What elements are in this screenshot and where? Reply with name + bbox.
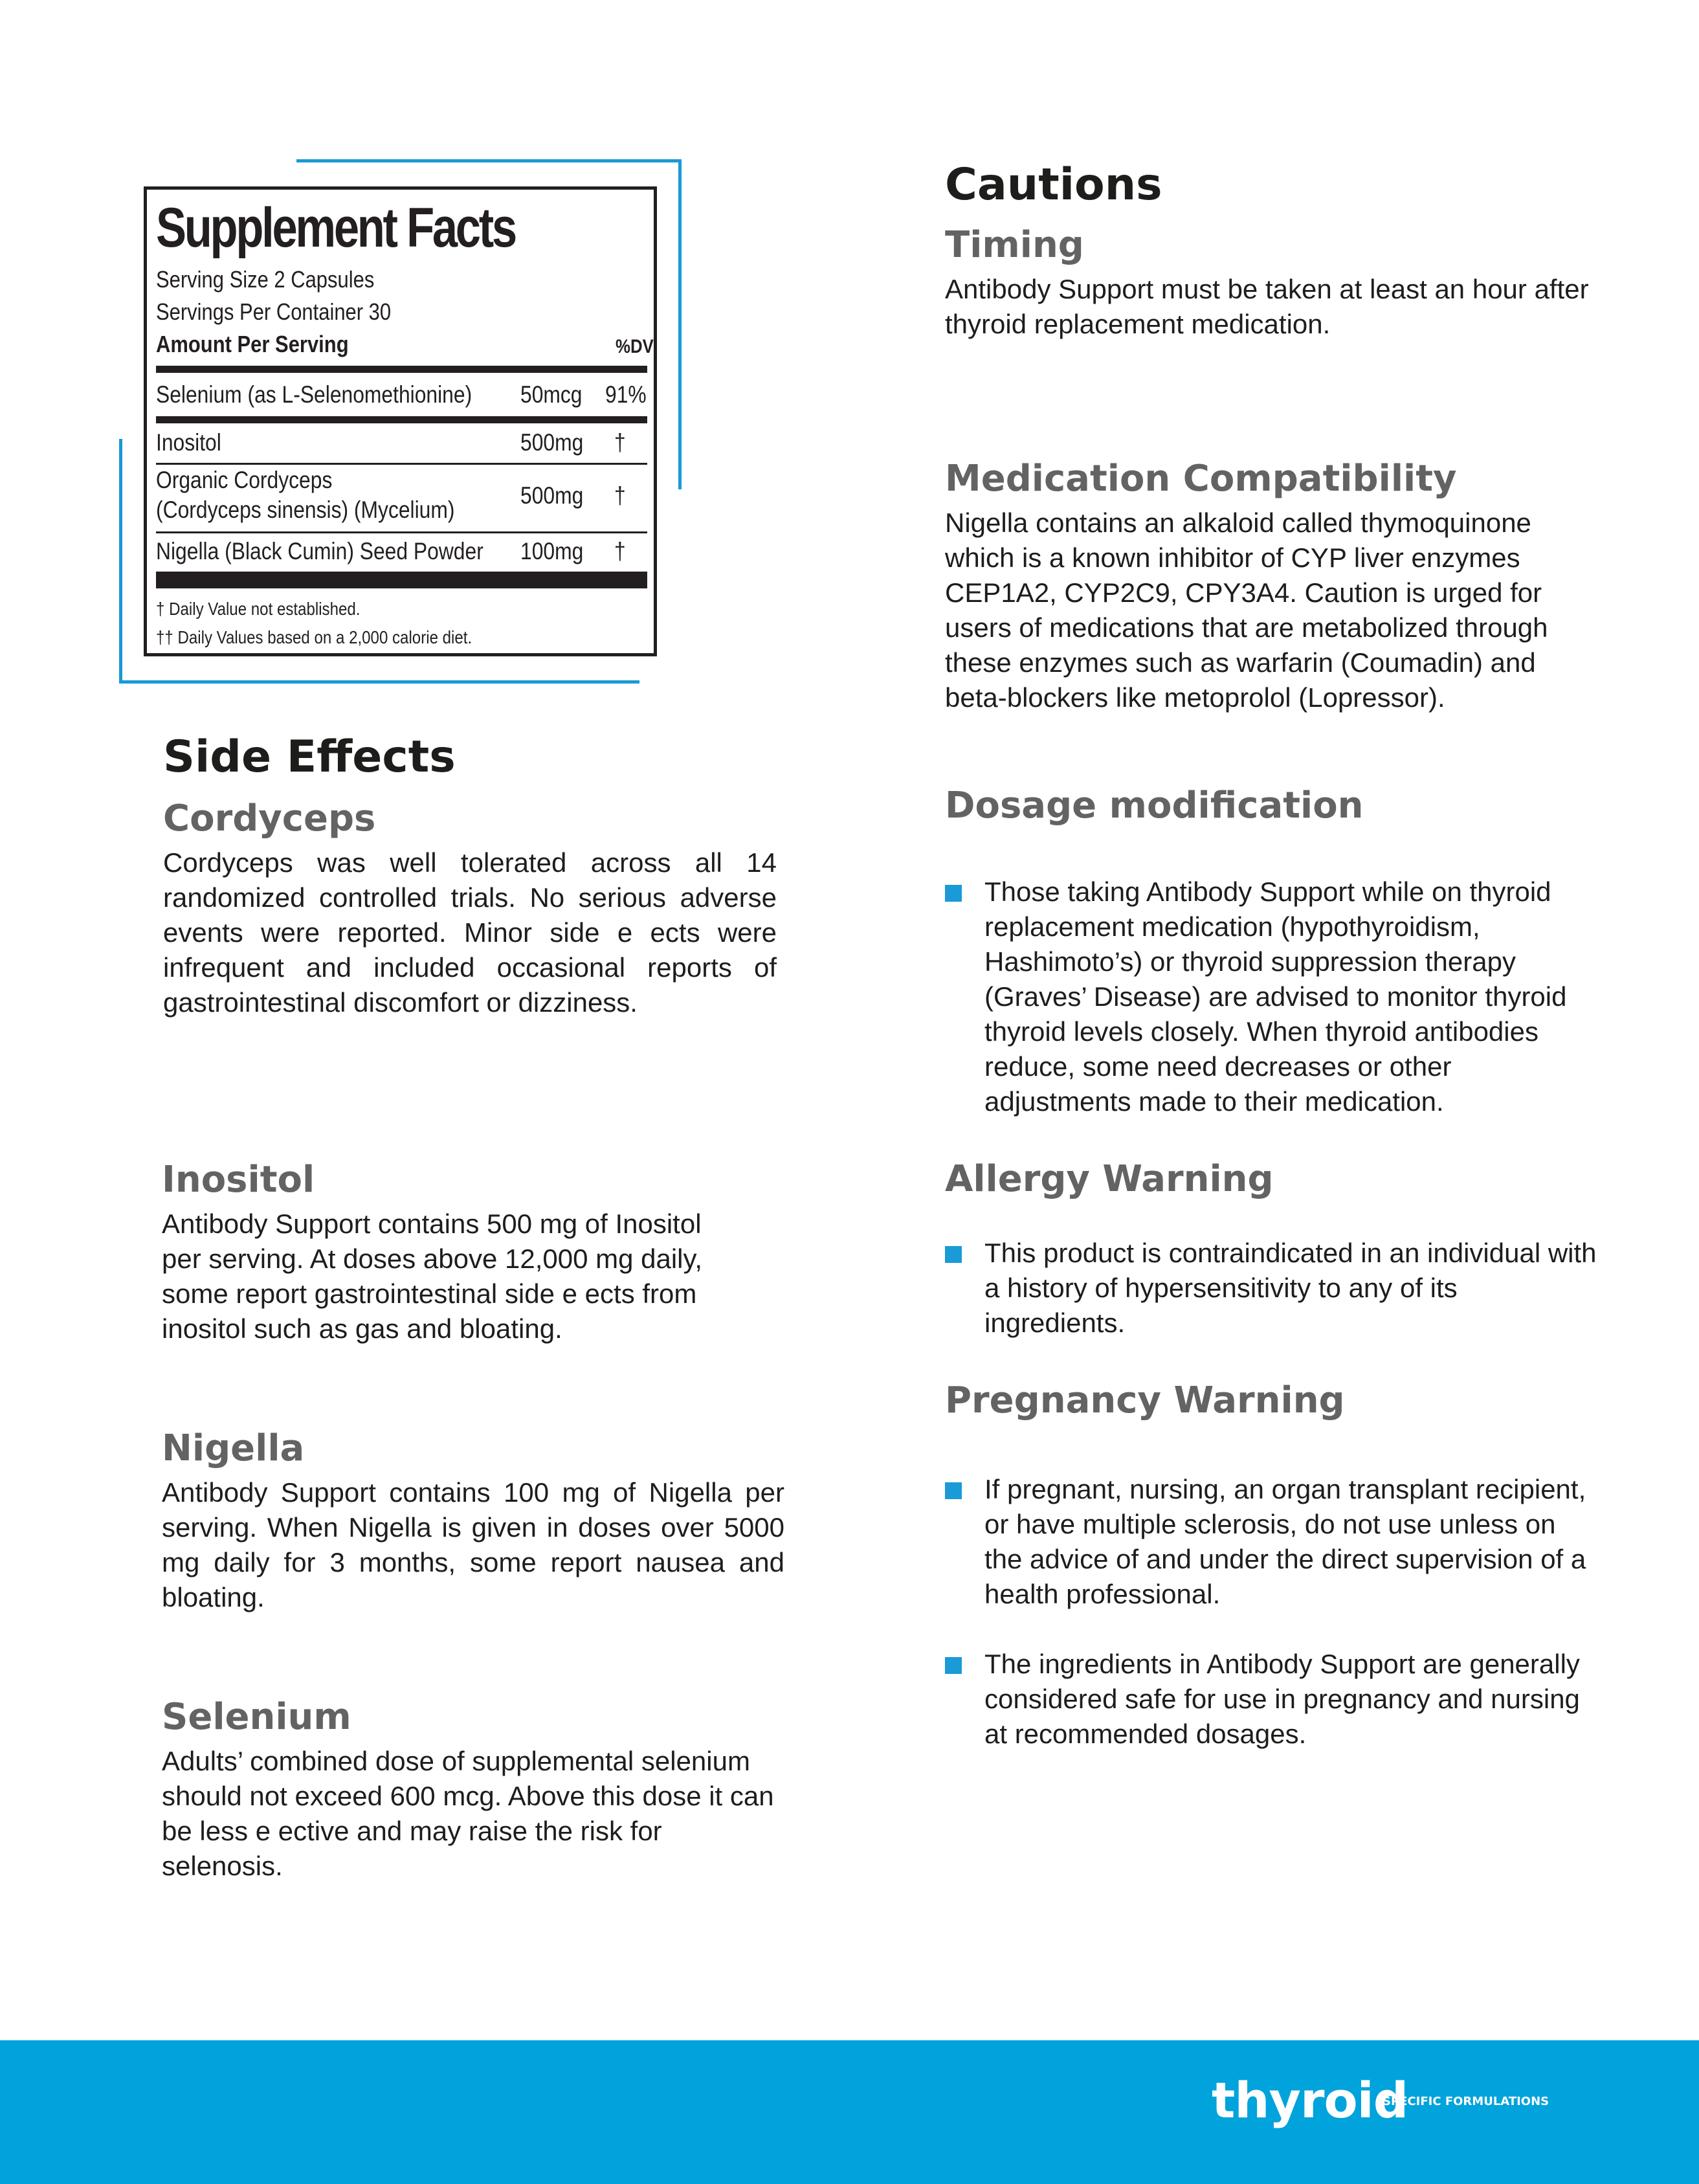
nigella-title: Nigella: [162, 1427, 305, 1469]
thyroid-logo: thyroid: [1212, 2071, 1408, 2129]
footer-bar: [0, 2040, 1699, 2184]
frame-top-line: [296, 159, 681, 162]
rule-thick-1: [156, 366, 647, 373]
bullet-square-icon: [945, 1246, 962, 1263]
bullet-square-icon: [945, 1657, 962, 1674]
pregnancy-warning-title: Pregnancy Warning: [945, 1379, 1345, 1421]
serving-size: Serving Size 2 Capsules: [156, 266, 375, 293]
row-cordyceps-dv: †: [614, 482, 626, 509]
nigella-text: Antibody Support contains 100 mg of Nigella per serving. When Nigella is given in doses over 5000 mg daily for 3 months, some report nausea and bloating.: [162, 1477, 784, 1612]
row-nigella-dv: †: [614, 538, 626, 564]
rule-heavy-bottom: [156, 572, 647, 588]
pregnancy-warning-item-1: If pregnant, nursing, an organ transplant recipient, or have multiple sclerosis, do not use unless on the advice of and under the direct supervision of a health professional.: [984, 1474, 1586, 1609]
selenium-title: Selenium: [162, 1696, 351, 1738]
medication-compatibility-title: Medication Compatibility: [945, 458, 1457, 500]
inositol-text: Antibody Support contains 500 mg of Inositol per serving. At doses above 12,000 mg daily, some report gastrointestinal side e ects from inositol such as gas and bloating.: [162, 1209, 703, 1344]
rule-thick-2: [156, 416, 647, 423]
servings-per-container: Servings Per Container 30: [156, 298, 392, 325]
rule-thin-2: [156, 531, 647, 533]
row-selenium-name: Selenium (as L-Selenomethionine): [156, 381, 472, 408]
frame-bottom-line: [119, 680, 639, 684]
row-inositol-amount: 500mg: [520, 429, 584, 456]
dosage-modification-item: Those taking Antibody Support while on thyroid replacement medication (hypothyroidism, Hashimoto’s) or thyroid suppression therapy (Graves’ Disease) are advised to monitor thyroid thyroid levels closely. When thyroid antibodies reduce, some need decreases or other adjustments made to their medication.: [984, 876, 1567, 1117]
side-effects-heading: Side Effects: [163, 731, 456, 783]
row-nigella-amount: 100mg: [520, 538, 584, 564]
cordyceps-text: Cordyceps was well tolerated across all 14 randomized controlled trials. No serious adverse events were reported. Minor side e ects were infrequent and included occasional reports of gastrointestinal discomfort or dizziness.: [163, 847, 777, 1018]
footnote-1: † Daily Value not established.: [156, 599, 361, 619]
timing-title: Timing: [945, 224, 1084, 266]
row-cordyceps-name-line2: (Cordyceps sinensis) (Mycelium): [156, 496, 455, 523]
logo-tagline: SPECIFIC FORMULATIONS: [1383, 2095, 1549, 2108]
medication-compatibility-text: Nigella contains an alkaloid called thymoquinone which is a known inhibitor of CYP liver enzymes CEP1A2, CYP2C9, CPY3A4. Caution is urged for users of medications that are metabolized through these enzymes such as warfarin (Coumadin) and beta-blockers like metoprolol (Lopressor).: [945, 507, 1548, 713]
cordyceps-title: Cordyceps: [163, 797, 376, 840]
dosage-modification-title: Dosage modification: [945, 785, 1364, 827]
cautions-heading: Cautions: [945, 159, 1162, 210]
bullet-square-icon: [945, 885, 962, 902]
frame-left-line: [119, 439, 122, 684]
selenium-text: Adults’ combined dose of supplemental selenium should not exceed 600 mcg. Above this dose it can be less e ective and may raise the risk for selenosis.: [162, 1746, 774, 1881]
dv-header: %DV: [616, 336, 654, 357]
row-cordyceps-name-line1: Organic Cordyceps: [156, 467, 333, 493]
row-inositol-dv: †: [614, 429, 626, 456]
row-selenium-amount: 50mcg: [520, 381, 583, 408]
amount-per-serving: Amount Per Serving: [156, 331, 349, 357]
allergy-warning-title: Allergy Warning: [945, 1158, 1274, 1200]
supplement-facts-title: Supplement Facts: [156, 197, 515, 259]
bullet-square-icon: [945, 1482, 962, 1499]
footnote-2: †† Daily Values based on a 2,000 calorie diet.: [156, 627, 472, 647]
allergy-warning-item: This product is contraindicated in an individual with a history of hypersensitivity to any of its ingredients.: [984, 1238, 1597, 1338]
row-cordyceps-amount: 500mg: [520, 482, 584, 509]
row-selenium-dv: 91%: [605, 381, 647, 408]
supplement-facts-label: [144, 186, 657, 656]
pregnancy-warning-item-2: The ingredients in Antibody Support are generally considered safe for use in pregnancy and nursing at recommended dosages.: [984, 1649, 1580, 1749]
rule-thin-1: [156, 463, 647, 465]
row-inositol-name: Inositol: [156, 429, 221, 456]
inositol-title: Inositol: [162, 1159, 315, 1201]
row-nigella-name: Nigella (Black Cumin) Seed Powder: [156, 538, 483, 564]
timing-text: Antibody Support must be taken at least an hour after thyroid replacement medication.: [945, 274, 1589, 339]
frame-right-line: [678, 159, 682, 489]
